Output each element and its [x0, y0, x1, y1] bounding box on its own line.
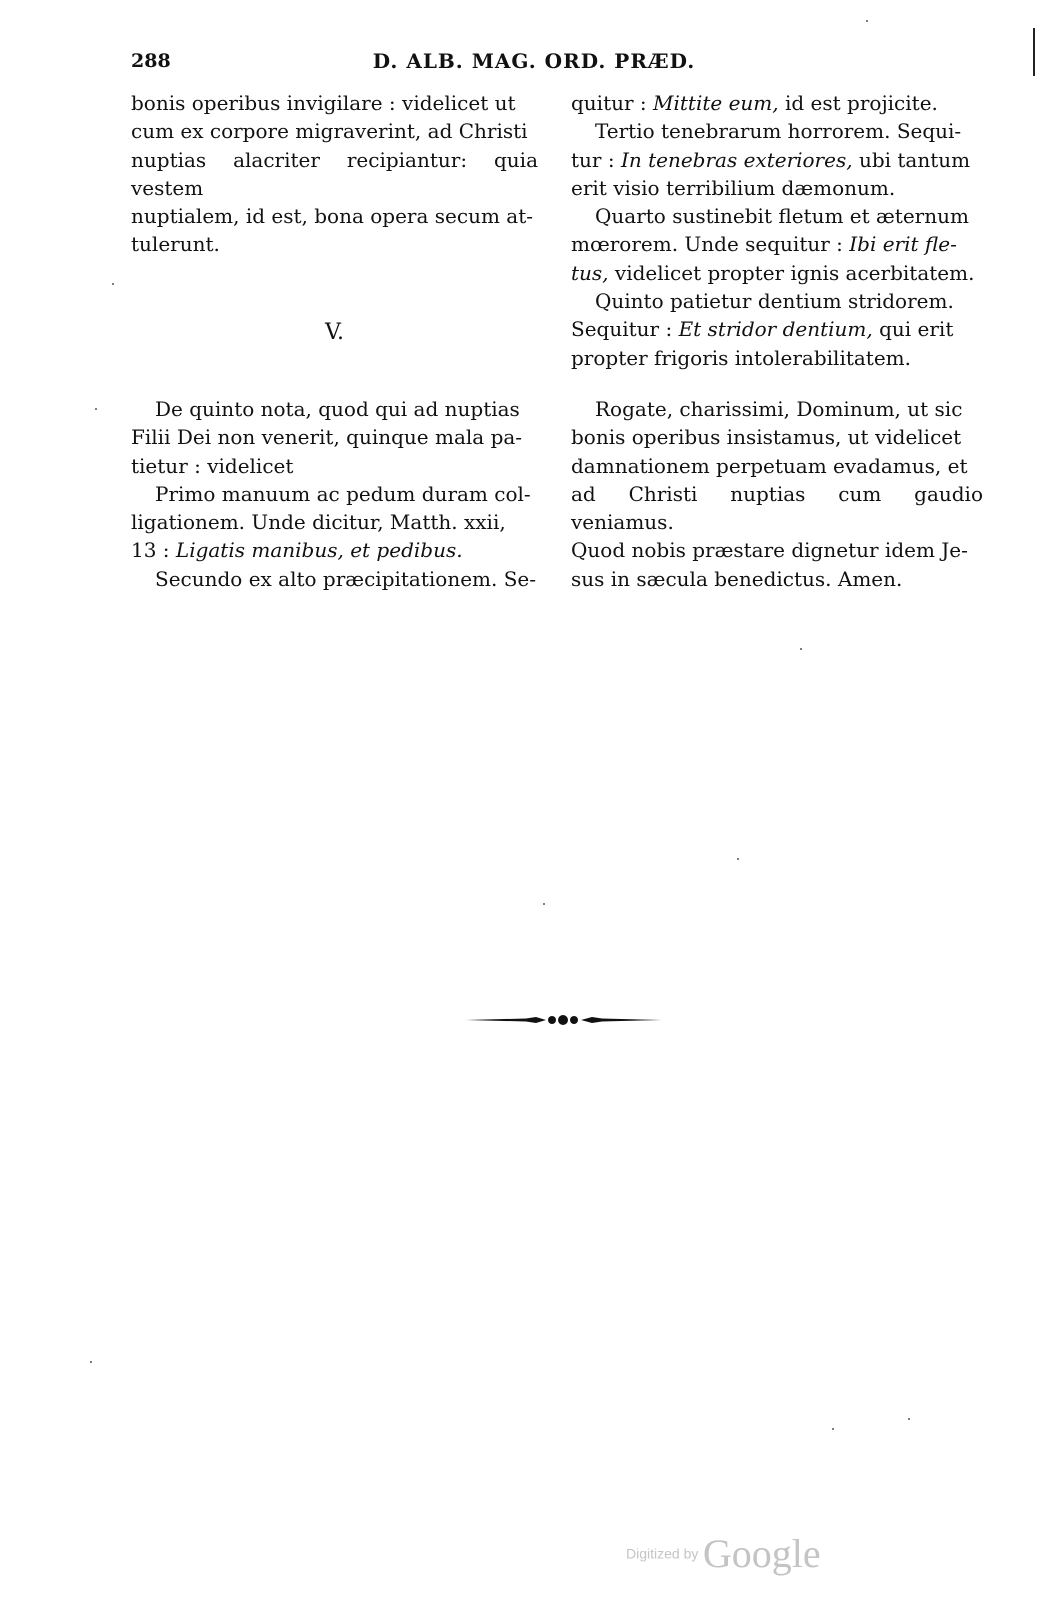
right-column-body	[571, 89, 983, 372]
text-line: nuptias alacriter recipiantur: quia vestem	[131, 147, 538, 200]
closing-paragraph	[571, 395, 983, 593]
text-line: propter frigoris intolerabilitatem.	[571, 345, 911, 370]
text-line: Quarto sustinebit fletum et æternum	[595, 204, 969, 229]
watermark-prefix: Digitized by	[626, 1545, 699, 1562]
text-line: Filii Dei non venerit, quinque mala pa-	[131, 425, 523, 450]
text-line	[571, 315, 983, 343]
scan-speck	[543, 903, 545, 905]
scripture-quote: Et stridor dentium,	[678, 317, 873, 342]
text-line: cum ex corpore migraverint, ad Christi	[131, 119, 528, 144]
scan-speck	[866, 20, 868, 22]
text-line: bonis operibus insistamus, ut videlicet	[571, 425, 962, 450]
text-span: id est projicite.	[785, 91, 938, 115]
text-line: bonis operibus invigilare : videlicet ut	[131, 91, 516, 115]
text-line	[571, 230, 983, 258]
text-line: Quod nobis præstare dignetur idem Je-	[571, 538, 968, 563]
scripture-reference: 13 :	[131, 538, 170, 563]
page-edge-line	[1033, 28, 1035, 76]
scan-speck	[737, 858, 739, 860]
left-continuation-paragraph	[131, 89, 538, 259]
text-line: erit visio terribilium dæmonum.	[571, 175, 896, 200]
text-line: damnationem perpetuam evadamus, et	[571, 453, 968, 478]
text-line: ad Christi nuptias cum gaudio veniamus.	[571, 481, 983, 535]
digitized-watermark	[626, 1530, 821, 1577]
scripture-quote: tus,	[571, 260, 609, 285]
text-span: tur :	[571, 147, 615, 172]
text-line: De quinto nota, quod qui ad nuptias	[155, 397, 520, 421]
text-line: sus in sæcula benedictus. Amen.	[571, 566, 903, 591]
section-heading: V.	[324, 320, 345, 345]
text-span: Sequitur :	[571, 317, 673, 342]
text-line: nuptialem, id est, bona opera secum at-	[131, 204, 533, 229]
text-span: mœrorem. Unde sequitur :	[571, 232, 843, 257]
scripture-quote: Mittite eum,	[653, 91, 779, 115]
text-line: ligationem. Unde dicitur, Matth. xxii,	[131, 510, 506, 535]
text-line	[571, 259, 983, 287]
text-line: Secundo ex alto præcipitationem. Se-	[155, 566, 537, 591]
scan-speck	[95, 408, 97, 410]
text-line	[131, 536, 538, 564]
text-line: tietur : videlicet	[131, 453, 294, 478]
text-line: Rogate, charissimi, Dominum, ut sic	[595, 397, 963, 421]
text-span: qui erit	[879, 317, 954, 342]
scripture-quote: Ligatis manibus, et pedibus.	[175, 538, 463, 563]
scan-speck	[112, 283, 114, 285]
google-logo: Google	[702, 1531, 821, 1576]
scan-speck	[908, 1418, 910, 1420]
text-span: quitur :	[571, 91, 647, 115]
text-line: Quinto patietur dentium stridorem.	[595, 289, 954, 314]
scripture-quote: In tenebras exteriores,	[620, 147, 853, 172]
scripture-quote: Ibi erit fle-	[849, 232, 957, 257]
scan-speck	[832, 1428, 834, 1430]
left-section-body	[131, 395, 538, 593]
text-line: tulerunt.	[131, 232, 220, 257]
text-line	[571, 89, 983, 117]
text-line	[571, 146, 983, 174]
text-span: ubi tantum	[858, 147, 971, 172]
scan-speck	[90, 1361, 92, 1363]
text-span: videlicet propter ignis acerbitatem.	[614, 260, 975, 285]
text-line: Tertio tenebrarum horrorem. Sequi-	[595, 119, 962, 144]
ornament-divider-icon	[466, 1010, 662, 1030]
scan-speck	[800, 648, 802, 650]
page-number: 288	[131, 50, 171, 72]
text-line: Primo manuum ac pedum duram col-	[155, 481, 531, 506]
running-title: D. ALB. MAG. ORD. PRÆD.	[372, 49, 696, 73]
